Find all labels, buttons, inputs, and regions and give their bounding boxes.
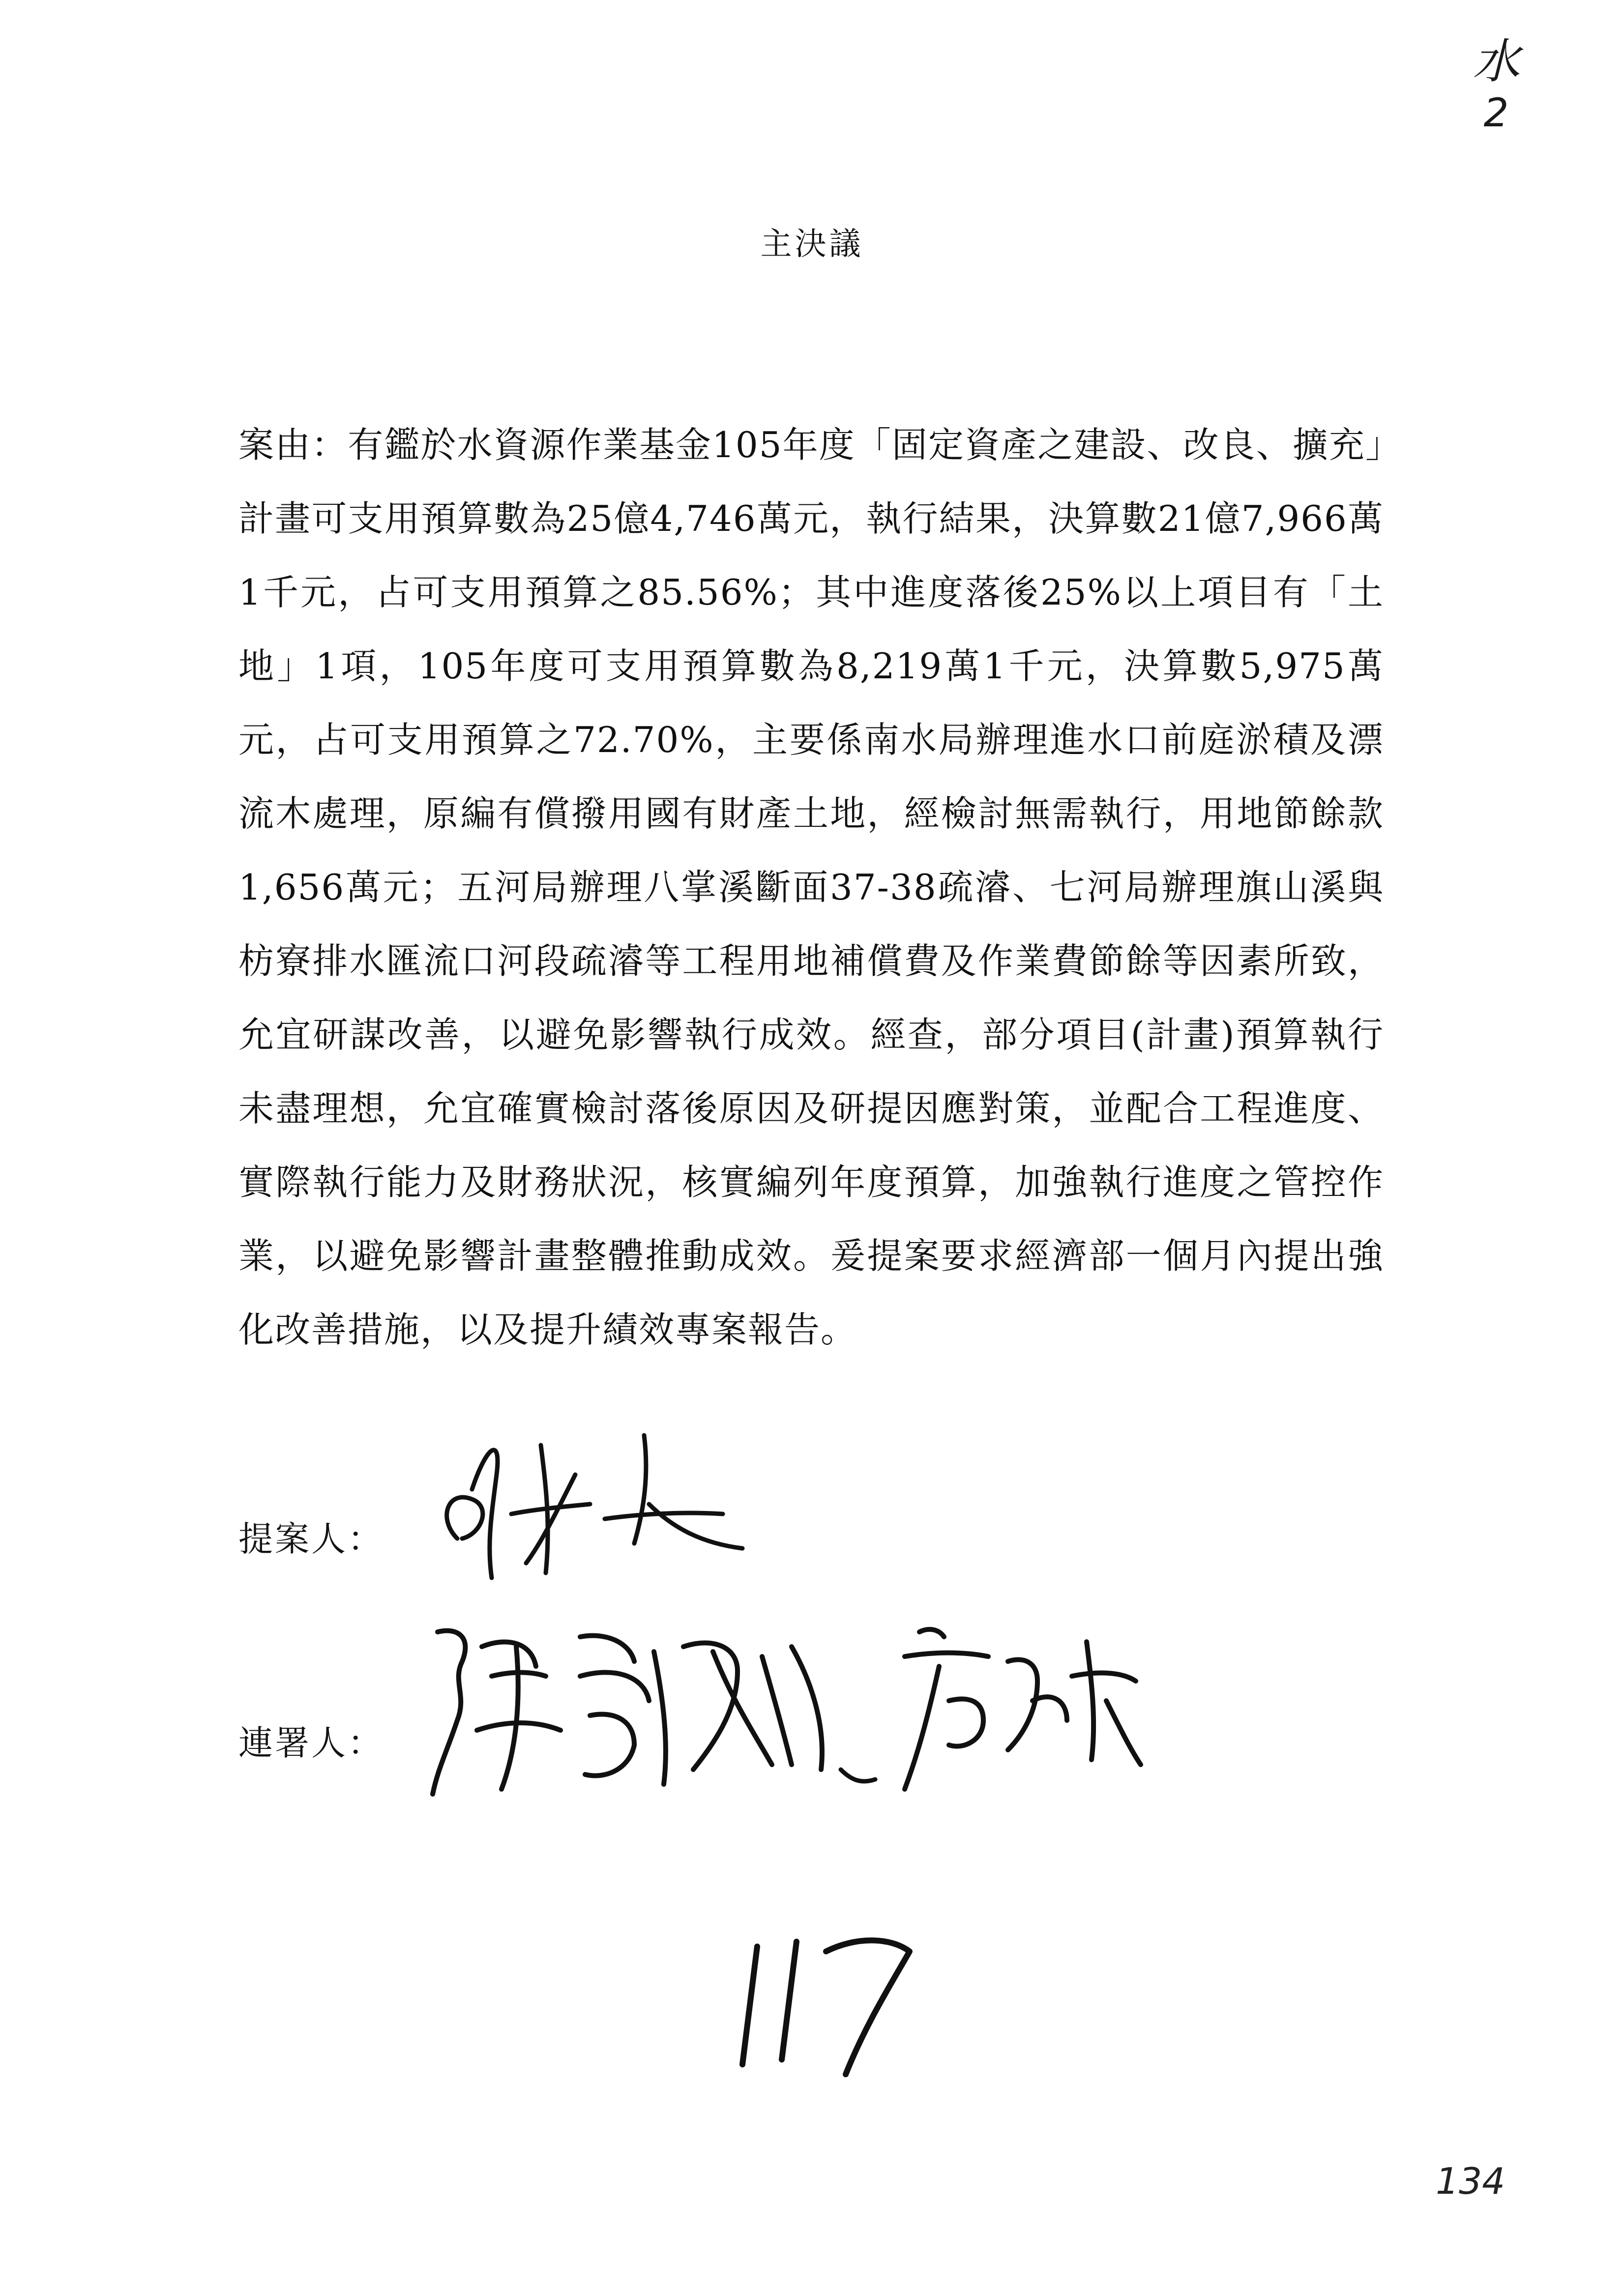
proposer-signature	[428, 1416, 772, 1602]
corner-mark-line2: 2	[1483, 90, 1509, 136]
cosigner-label: 連署人：	[238, 1723, 384, 1763]
document-title: 主決議	[760, 226, 864, 262]
corner-mark-line1: 水	[1473, 34, 1520, 89]
resolution-body: 案由：有鑑於水資源作業基金105年度「固定資產之建設、改良、擴充」計畫可支用預算數為25億4,746萬元，執行結果，決算數21億7,966萬1千元，占可支用預算之85.56%；其中進度落後25%以上項目有「土地」1項，105年度可支用預算數為8,219萬1千元，決算數5,975萬元，占可支用預算之72.70%，主要係南水局辦理進水口前庭淤積及漂流木處理，原編有償撥用國有財產土地，經檢討無需執行，用地節餘款1,656萬元；五河局辦理八掌溪斷面37-38疏濬、七河局辦理旗山溪與枋寮排水匯流口河段疏濬等工程用地補償費及作業費節餘等因素所致，允宜研謀改善，以避免影響執行成效。經查，部分項目(計畫)預算執行未盡理想，允宜確實檢討落後原因及研提因應對策，並配合工程進度、實際執行能力及財務狀況，核實編列年度預算，加強執行進度之管控作業，以避免影響計畫整體推動成效。爰提案要求經濟部一個月內提出強化改善措施，以及提升績效專案報告。	[238, 424, 1384, 1350]
page-number: 134	[1436, 2160, 1506, 2203]
corner-handwritten-mark	[1447, 34, 1545, 138]
proposer-label: 提案人：	[238, 1519, 384, 1559]
handwritten-number-117	[728, 1917, 934, 2084]
cosigner-signature	[418, 1602, 1155, 1809]
